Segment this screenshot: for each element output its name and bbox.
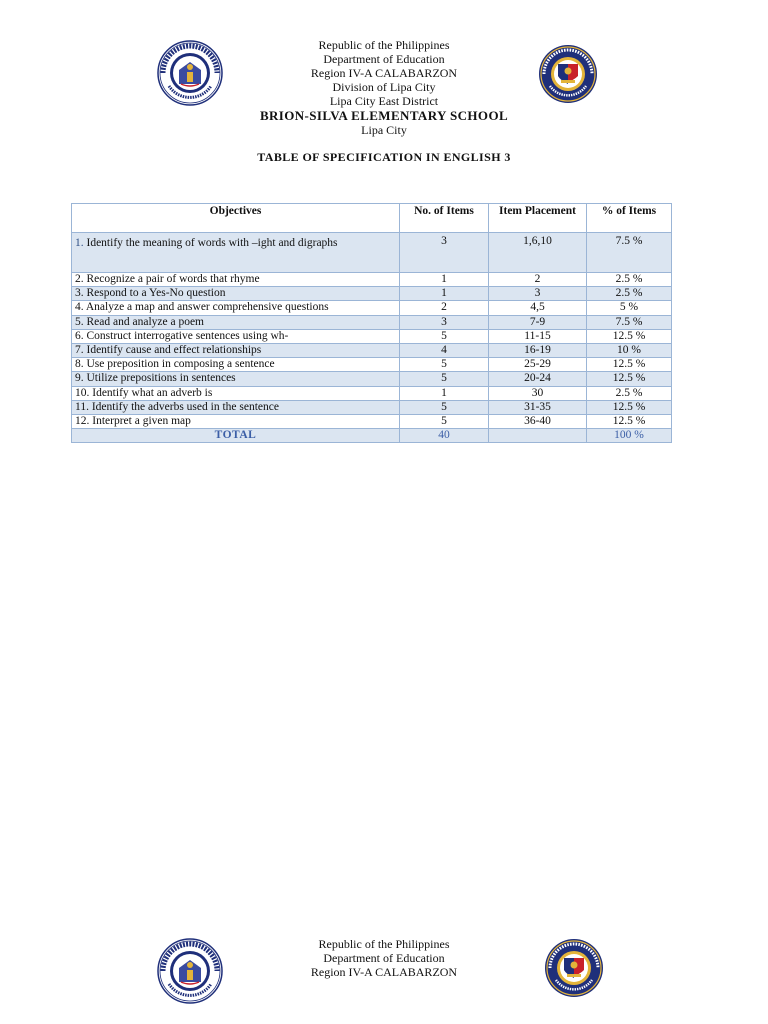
- header-objectives: Objectives: [72, 204, 400, 233]
- items-cell: 1: [400, 287, 489, 301]
- objective-number: 1.: [75, 237, 84, 249]
- items-cell: 2: [400, 301, 489, 315]
- percent-cell: 10 %: [587, 344, 672, 358]
- letterhead: [0, 38, 768, 137]
- table-row: [72, 400, 672, 414]
- placement-cell: 7-9: [489, 315, 587, 329]
- objective-cell: 7. Identify cause and effect relationships: [72, 344, 400, 358]
- table-row: [72, 358, 672, 372]
- items-cell: 3: [400, 315, 489, 329]
- table-row: [72, 301, 672, 315]
- table-row: [72, 372, 672, 386]
- percent-cell: 12.5 %: [587, 372, 672, 386]
- table-row: [72, 287, 672, 301]
- total-row: [72, 429, 672, 443]
- header-line: Region IV-A CALABARZON: [310, 66, 458, 80]
- placement-cell: 11-15: [489, 329, 587, 343]
- header-line: Republic of the Philippines: [318, 38, 450, 52]
- items-cell: 1: [400, 386, 489, 400]
- header-no-of-items: No. of Items: [400, 204, 489, 233]
- table-row: [72, 315, 672, 329]
- objective-cell: 3. Respond to a Yes-No question: [72, 287, 400, 301]
- items-cell: 5: [400, 400, 489, 414]
- total-label: TOTAL: [72, 429, 400, 443]
- header-line: Lipa City East District: [329, 94, 439, 108]
- footer-letterhead: [0, 937, 768, 979]
- placement-cell: 3: [489, 287, 587, 301]
- percent-cell: 12.5 %: [587, 415, 672, 429]
- header-item-placement: Item Placement: [489, 204, 587, 233]
- placement-cell: 2: [489, 273, 587, 287]
- header-line: Division of Lipa City: [332, 80, 436, 94]
- footer-line: Republic of the Philippines: [318, 937, 450, 951]
- placement-cell: 31-35: [489, 400, 587, 414]
- placement-cell: 20-24: [489, 372, 587, 386]
- items-cell: 5: [400, 329, 489, 343]
- objective-cell: 6. Construct interrogative sentences using wh-: [72, 329, 400, 343]
- items-cell: 1: [400, 273, 489, 287]
- items-cell: 5: [400, 372, 489, 386]
- placement-cell: 4,5: [489, 301, 587, 315]
- objective-cell: [72, 233, 400, 273]
- footer-line: Region IV-A CALABARZON: [310, 965, 458, 979]
- total-items: 40: [400, 429, 489, 443]
- document-title: TABLE OF SPECIFICATION IN ENGLISH 3: [257, 150, 511, 164]
- school-city: Lipa City: [361, 123, 407, 137]
- percent-cell: 2.5 %: [587, 273, 672, 287]
- items-cell: 5: [400, 415, 489, 429]
- objective-cell: 5. Read and analyze a poem: [72, 315, 400, 329]
- percent-cell: 5 %: [587, 301, 672, 315]
- items-cell: 3: [400, 233, 489, 273]
- objective-text: Identify the meaning of words with –ight and digraphs: [86, 237, 338, 249]
- objective-cell: 2. Recognize a pair of words that rhyme: [72, 273, 400, 287]
- table-header-row: [72, 204, 672, 233]
- objective-cell: 4. Analyze a map and answer comprehensive questions: [72, 301, 400, 315]
- items-cell: 5: [400, 358, 489, 372]
- total-percent: 100 %: [587, 429, 672, 443]
- percent-cell: 2.5 %: [587, 287, 672, 301]
- percent-cell: 2.5 %: [587, 386, 672, 400]
- table-row: [72, 415, 672, 429]
- percent-cell: 12.5 %: [587, 329, 672, 343]
- table-row: [72, 344, 672, 358]
- footer-line: Department of Education: [323, 951, 445, 965]
- placement-cell: 16-19: [489, 344, 587, 358]
- header-line: Department of Education: [323, 52, 445, 66]
- percent-cell: 7.5 %: [587, 315, 672, 329]
- objective-cell: 9. Utilize prepositions in sentences: [72, 372, 400, 386]
- table-row: [72, 233, 672, 273]
- objective-cell: 11. Identify the adverbs used in the sentence: [72, 400, 400, 414]
- school-name: BRION-SILVA ELEMENTARY SCHOOL: [259, 108, 509, 123]
- percent-cell: 12.5 %: [587, 358, 672, 372]
- objective-cell: 8. Use preposition in composing a sentence: [72, 358, 400, 372]
- header-percent-of-items: % of Items: [587, 204, 672, 233]
- percent-cell: 12.5 %: [587, 400, 672, 414]
- objective-cell: 10. Identify what an adverb is: [72, 386, 400, 400]
- percent-cell: 7.5 %: [587, 233, 672, 273]
- specification-table: [71, 203, 672, 443]
- items-cell: 4: [400, 344, 489, 358]
- placement-cell: 36-40: [489, 415, 587, 429]
- table-row: [72, 273, 672, 287]
- placement-cell: 25-29: [489, 358, 587, 372]
- table-row: [72, 329, 672, 343]
- placement-cell: 1,6,10: [489, 233, 587, 273]
- total-placement: [489, 429, 587, 443]
- table-row: [72, 386, 672, 400]
- objective-cell: 12. Interpret a given map: [72, 415, 400, 429]
- placement-cell: 30: [489, 386, 587, 400]
